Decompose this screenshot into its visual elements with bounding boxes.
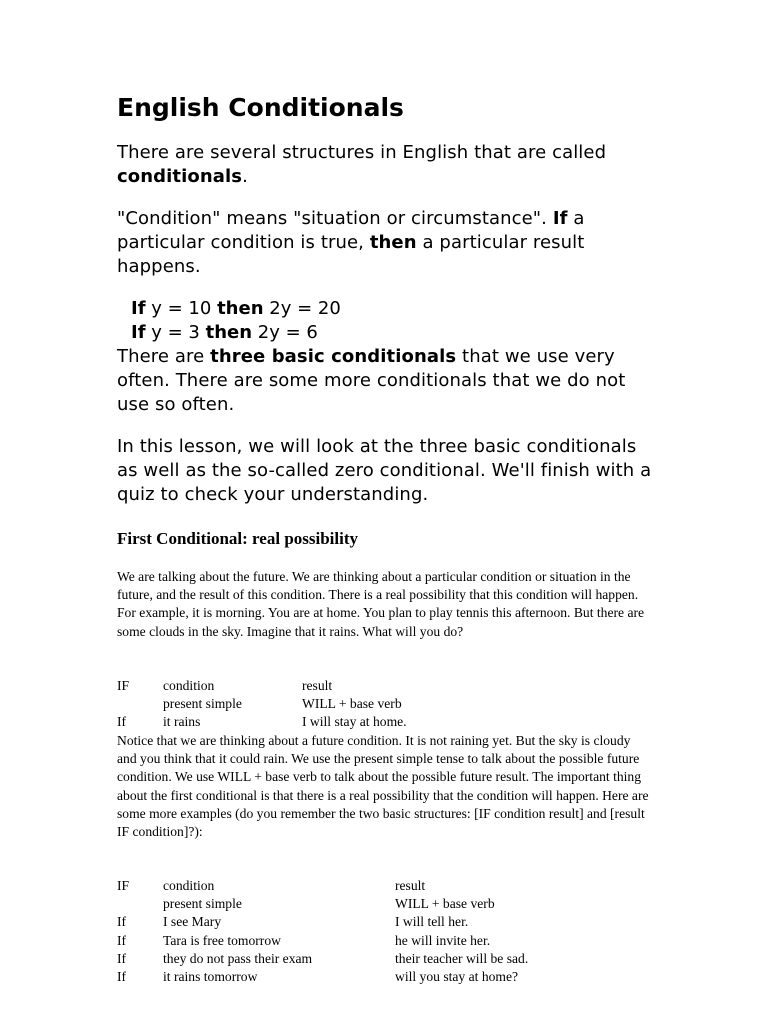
intro-text: There are several structures in English that are called (117, 142, 607, 163)
condition-cell: it rains (163, 714, 201, 730)
if-keyword: If (552, 208, 568, 229)
para3-start: There are (117, 346, 211, 367)
if-cell: If (117, 932, 127, 948)
equation-condition: y = 3 (145, 322, 206, 343)
first-conditional-table (117, 677, 657, 732)
three-basic-conditionals-term: three basic conditionals (210, 346, 457, 367)
table-row (117, 968, 657, 986)
if-cell: If (117, 950, 127, 966)
result-text: a particular result happens. (117, 232, 585, 277)
equation-1 (131, 297, 341, 321)
condition-cell: they do not pass their exam (163, 950, 313, 966)
result-cell: their teacher will be sad. (395, 950, 529, 966)
equation-2 (131, 321, 318, 345)
table-row (117, 677, 657, 695)
notice-paragraph: Notice that we are thinking about a future condition. It is not raining yet. But the sky is cloudy and you think that it could rain. We use the present simple tense to talk about the possible future condition. We use WILL + base verb to talk about the possible future result. The important thing about the first conditional is that there is a real possibility that the condition will happen. Here are some more examples (do you remember the two basic structures: [IF condition result] and [result IF condition]?): (117, 733, 649, 840)
then-keyword: then (369, 232, 417, 253)
result-cell: WILL + base verb (302, 696, 402, 712)
condition-definition: "Condition" means "situation or circumstance". (117, 208, 553, 229)
condition-cell: present simple (163, 896, 242, 912)
if-cell: If (117, 968, 127, 984)
equation-result: 2y = 20 (263, 298, 341, 319)
result-cell: I will tell her. (395, 914, 469, 930)
result-cell: WILL + base verb (395, 896, 495, 912)
result-cell: result (302, 678, 333, 693)
if-cell: IF (117, 878, 130, 893)
if-cell: If (117, 714, 127, 730)
intro-paragraph-1 (117, 141, 657, 189)
condition-text: a particular condition is true, (117, 208, 585, 253)
table-row (117, 877, 657, 895)
conditionals-term: conditionals (117, 166, 243, 187)
table-row (117, 932, 657, 950)
first-conditional-description: We are talking about the future. We are thinking about a particular condition or situation in the future, and the result of this condition. There is a real possibility that this condition will happen. For example, it is morning. You are at home. You plan to play tennis this afternoon. But there are some clouds in the sky. Imagine that it rains. What will you do? (117, 569, 645, 639)
result-cell: will you stay at home? (395, 968, 519, 984)
table-row (117, 695, 657, 713)
intro-paragraph-2 (117, 207, 637, 279)
equation-then: then (205, 322, 253, 343)
result-cell: he will invite her. (395, 932, 491, 948)
condition-cell: Tara is free tomorrow (163, 932, 281, 948)
basic-conditionals-paragraph (117, 345, 657, 417)
result-cell: result (395, 878, 426, 893)
condition-cell: I see Mary (163, 914, 222, 930)
para3-rest: that we use very often. There are some more conditionals that we do not use so often. (117, 346, 626, 415)
if-cell: If (117, 914, 127, 930)
equation-then: then (217, 298, 264, 319)
condition-cell: condition (163, 878, 215, 893)
first-conditional-heading: First Conditional: real possibility (117, 529, 359, 548)
condition-cell: present simple (163, 696, 242, 712)
table-row (117, 895, 657, 913)
intro-period: . (242, 166, 248, 187)
examples-table (117, 877, 657, 986)
equation-if: If (131, 298, 146, 319)
equation-result: 2y = 6 (252, 322, 318, 343)
equation-if: If (131, 322, 146, 343)
result-cell: I will stay at home. (302, 714, 407, 730)
table-row (117, 713, 657, 731)
lesson-overview-paragraph: In this lesson, we will look at the three basic conditionals as well as the so-called zero conditional. We'll finish with a quiz to check your understanding. (117, 436, 652, 505)
page-title: English Conditionals (117, 93, 404, 122)
table-row (117, 913, 657, 931)
condition-cell: condition (163, 678, 215, 693)
condition-cell: it rains tomorrow (163, 968, 258, 984)
table-row (117, 950, 657, 968)
equation-condition: y = 10 (145, 298, 218, 319)
if-cell: IF (117, 678, 130, 693)
